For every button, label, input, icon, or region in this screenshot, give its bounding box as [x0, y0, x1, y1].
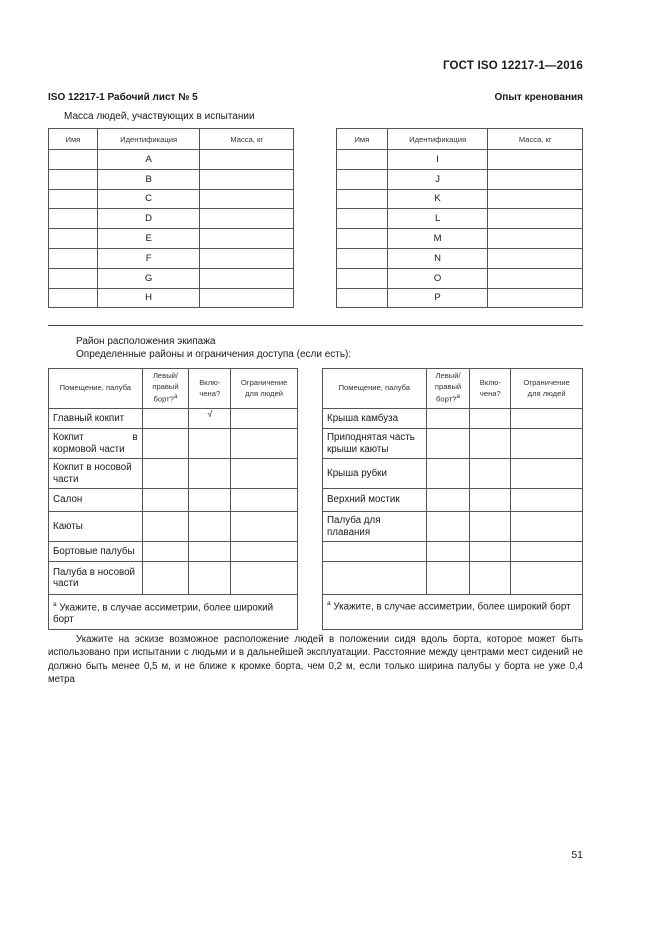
table-row: [323, 429, 583, 459]
identification-cell[interactable]: P: [387, 288, 488, 308]
table-row: [49, 169, 294, 189]
side-cell[interactable]: [142, 429, 189, 459]
restriction-cell[interactable]: [511, 459, 583, 489]
location-cell: Бортовые палубы: [49, 542, 143, 562]
location-cell: Кокпит в носовой части: [49, 459, 143, 489]
restriction-cell[interactable]: [231, 489, 298, 512]
column-header-restriction: Ограничение для людей: [511, 369, 583, 409]
location-cell: Верхний мостик: [323, 489, 427, 512]
location-cell[interactable]: [323, 542, 427, 562]
included-cell[interactable]: [189, 459, 231, 489]
column-header-included: Вклю- чена?: [470, 369, 511, 409]
name-cell[interactable]: [49, 248, 98, 268]
included-cell[interactable]: [470, 459, 511, 489]
mass-cell[interactable]: [488, 248, 583, 268]
footnote-cell: $^а$ Укажите, в случае ассиметрии, более широкий борт: [49, 595, 298, 630]
included-cell[interactable]: [189, 429, 231, 459]
restriction-cell[interactable]: [511, 409, 583, 429]
crew-section-title: Район расположения экипажа: [76, 336, 216, 347]
crew-header-row: [323, 369, 583, 409]
mass-cell[interactable]: [200, 209, 294, 229]
included-cell[interactable]: [470, 429, 511, 459]
name-cell[interactable]: [49, 268, 98, 288]
side-cell[interactable]: [426, 512, 470, 542]
table-row: [49, 288, 294, 308]
location-cell: Салон: [49, 489, 143, 512]
identification-cell[interactable]: E: [97, 229, 200, 249]
mass-cell[interactable]: [200, 150, 294, 170]
name-cell[interactable]: [337, 189, 388, 209]
name-cell[interactable]: [337, 150, 388, 170]
name-cell[interactable]: [49, 229, 98, 249]
side-cell[interactable]: [426, 489, 470, 512]
table-row: [337, 268, 583, 288]
included-cell[interactable]: [189, 542, 231, 562]
column-header-name: Имя: [49, 129, 98, 150]
table-row: [49, 512, 298, 542]
restriction-cell[interactable]: [231, 562, 298, 595]
table-row: [337, 150, 583, 170]
table-row: [337, 169, 583, 189]
included-cell[interactable]: [470, 409, 511, 429]
mass-cell[interactable]: [488, 169, 583, 189]
table-row: [49, 489, 298, 512]
included-cell[interactable]: [470, 562, 511, 595]
name-cell[interactable]: [337, 268, 388, 288]
mass-header-row: [49, 129, 294, 150]
identification-cell[interactable]: L: [387, 209, 488, 229]
table-row: [49, 209, 294, 229]
side-cell[interactable]: [142, 489, 189, 512]
footnote-mark: а: [456, 393, 461, 401]
table-row: [323, 489, 583, 512]
included-cell[interactable]: [189, 562, 231, 595]
mass-cell[interactable]: [200, 288, 294, 308]
table-row: [337, 229, 583, 249]
restriction-cell[interactable]: [511, 512, 583, 542]
name-cell[interactable]: [337, 209, 388, 229]
name-cell[interactable]: [337, 288, 388, 308]
name-cell[interactable]: [337, 229, 388, 249]
table-row: [337, 248, 583, 268]
restriction-cell[interactable]: [511, 562, 583, 595]
mass-cell[interactable]: [488, 288, 583, 308]
identification-cell[interactable]: F: [97, 248, 200, 268]
mass-cell[interactable]: [200, 229, 294, 249]
restriction-cell[interactable]: [231, 409, 298, 429]
table-row: [49, 429, 298, 459]
mass-cell[interactable]: [200, 169, 294, 189]
restriction-cell[interactable]: [511, 489, 583, 512]
identification-cell[interactable]: O: [387, 268, 488, 288]
footnote-mark: а: [173, 393, 178, 401]
location-cell: Приподнятая часть крыши каюты: [323, 429, 427, 459]
mass-cell[interactable]: [200, 189, 294, 209]
location-cell: Палуба для плавания: [323, 512, 427, 542]
side-cell[interactable]: [426, 409, 470, 429]
included-cell[interactable]: [470, 512, 511, 542]
table-row: [49, 268, 294, 288]
identification-cell[interactable]: N: [387, 248, 488, 268]
included-cell[interactable]: [470, 489, 511, 512]
name-cell[interactable]: [49, 169, 98, 189]
mass-cell[interactable]: [488, 150, 583, 170]
identification-cell[interactable]: D: [97, 209, 200, 229]
column-header-restriction: Ограничение для людей: [231, 369, 298, 409]
worksheet-title: ISO 12217-1 Рабочий лист № 5: [48, 92, 198, 103]
included-cell[interactable]: √: [189, 409, 231, 429]
table-row: [49, 409, 298, 429]
location-cell: Каюты: [49, 512, 143, 542]
side-cell[interactable]: [142, 512, 189, 542]
table-row: [49, 562, 298, 595]
worksheet-subject: Опыт кренования: [494, 92, 583, 103]
mass-section-title: Масса людей, участвующих в испытании: [64, 111, 255, 122]
identification-cell[interactable]: A: [97, 150, 200, 170]
table-row: [323, 459, 583, 489]
mass-table-left: [48, 128, 294, 308]
identification-cell[interactable]: J: [387, 169, 488, 189]
column-header-location: Помещение, палуба: [323, 369, 427, 409]
side-cell[interactable]: [142, 409, 189, 429]
side-cell[interactable]: [426, 542, 470, 562]
location-cell: Главный кокпит: [49, 409, 143, 429]
column-header-identification: Идентификация: [97, 129, 200, 150]
side-cell[interactable]: [142, 459, 189, 489]
crew-header-row: [49, 369, 298, 409]
identification-cell[interactable]: K: [387, 189, 488, 209]
location-cell: Крыша рубки: [323, 459, 427, 489]
side-cell[interactable]: [142, 542, 189, 562]
standard-designation: ГОСТ ISO 12217-1—2016: [442, 60, 583, 72]
crew-table-right: [322, 368, 583, 630]
crew-table-left: [48, 368, 298, 630]
name-cell[interactable]: [49, 150, 98, 170]
section-divider: [48, 325, 583, 326]
name-cell[interactable]: [49, 288, 98, 308]
name-cell[interactable]: [49, 189, 98, 209]
mass-cell[interactable]: [200, 268, 294, 288]
column-header-included: Вклю- чена?: [189, 369, 231, 409]
identification-cell[interactable]: I: [387, 150, 488, 170]
identification-cell[interactable]: M: [387, 229, 488, 249]
identification-cell[interactable]: G: [97, 268, 200, 288]
footnote-cell: $^а$ Укажите, в случае ассиметрии, более широкий борт: [323, 595, 583, 630]
side-cell[interactable]: [426, 562, 470, 595]
table-row: [49, 248, 294, 268]
crew-section-subtitle: Определенные районы и ограничения доступа (если есть):: [76, 349, 352, 360]
table-row: [49, 189, 294, 209]
table-row: [323, 512, 583, 542]
column-header-mass: Масса, кг: [200, 129, 294, 150]
restriction-cell[interactable]: [511, 429, 583, 459]
table-row: [49, 150, 294, 170]
column-header-side: Левый/ правый борт?$^а$: [142, 369, 189, 409]
side-cell[interactable]: [426, 429, 470, 459]
seating-instructions: Укажите на эскизе возможное расположение людей в положении сидя вдоль борта, которое может быть использовано при испытании с людьми и в дальнейшей эксплуатации. Расстояние между центрами мест сидений не должно быть менее 0,5 м, и не ближе к кромке борта, чем 0,2 м, если только ширина палубы у борта не уже 0,4 метра: [48, 634, 583, 686]
name-cell[interactable]: [49, 209, 98, 229]
restriction-cell[interactable]: [231, 429, 298, 459]
mass-cell[interactable]: [488, 268, 583, 288]
mass-cell[interactable]: [488, 229, 583, 249]
column-header-side: Левый/ правый борт?$^а$: [426, 369, 470, 409]
restriction-cell[interactable]: [231, 542, 298, 562]
table-row: [337, 209, 583, 229]
column-header-mass: Масса, кг: [488, 129, 583, 150]
table-row: [49, 459, 298, 489]
column-header-identification: Идентификация: [387, 129, 488, 150]
restriction-cell[interactable]: [231, 459, 298, 489]
mass-table-right: [336, 128, 583, 308]
included-cell[interactable]: [470, 542, 511, 562]
column-header-name: Имя: [337, 129, 388, 150]
name-cell[interactable]: [337, 248, 388, 268]
restriction-cell[interactable]: [231, 512, 298, 542]
mass-cell[interactable]: [488, 189, 583, 209]
included-cell[interactable]: [189, 512, 231, 542]
location-cell: Крыша камбуза: [323, 409, 427, 429]
page-number: 51: [571, 849, 583, 861]
column-header-location: Помещение, палуба: [49, 369, 143, 409]
identification-cell[interactable]: C: [97, 189, 200, 209]
table-row: [323, 409, 583, 429]
included-cell[interactable]: [189, 489, 231, 512]
identification-cell[interactable]: B: [97, 169, 200, 189]
mass-header-row: [337, 129, 583, 150]
side-cell[interactable]: [426, 459, 470, 489]
location-cell[interactable]: [323, 562, 427, 595]
table-row: [49, 229, 294, 249]
location-cell: Палуба в носовой части: [49, 562, 143, 595]
table-row: [323, 562, 583, 595]
footnote-row: [49, 595, 298, 630]
mass-cell[interactable]: [200, 248, 294, 268]
table-row: [337, 288, 583, 308]
table-row: [49, 542, 298, 562]
restriction-cell[interactable]: [511, 542, 583, 562]
mass-cell[interactable]: [488, 209, 583, 229]
table-row: [337, 189, 583, 209]
table-row: [323, 542, 583, 562]
footnote-row: [323, 595, 583, 630]
name-cell[interactable]: [337, 169, 388, 189]
location-cell: Кокпит в кормовой части: [49, 429, 143, 459]
side-cell[interactable]: [142, 562, 189, 595]
identification-cell[interactable]: H: [97, 288, 200, 308]
